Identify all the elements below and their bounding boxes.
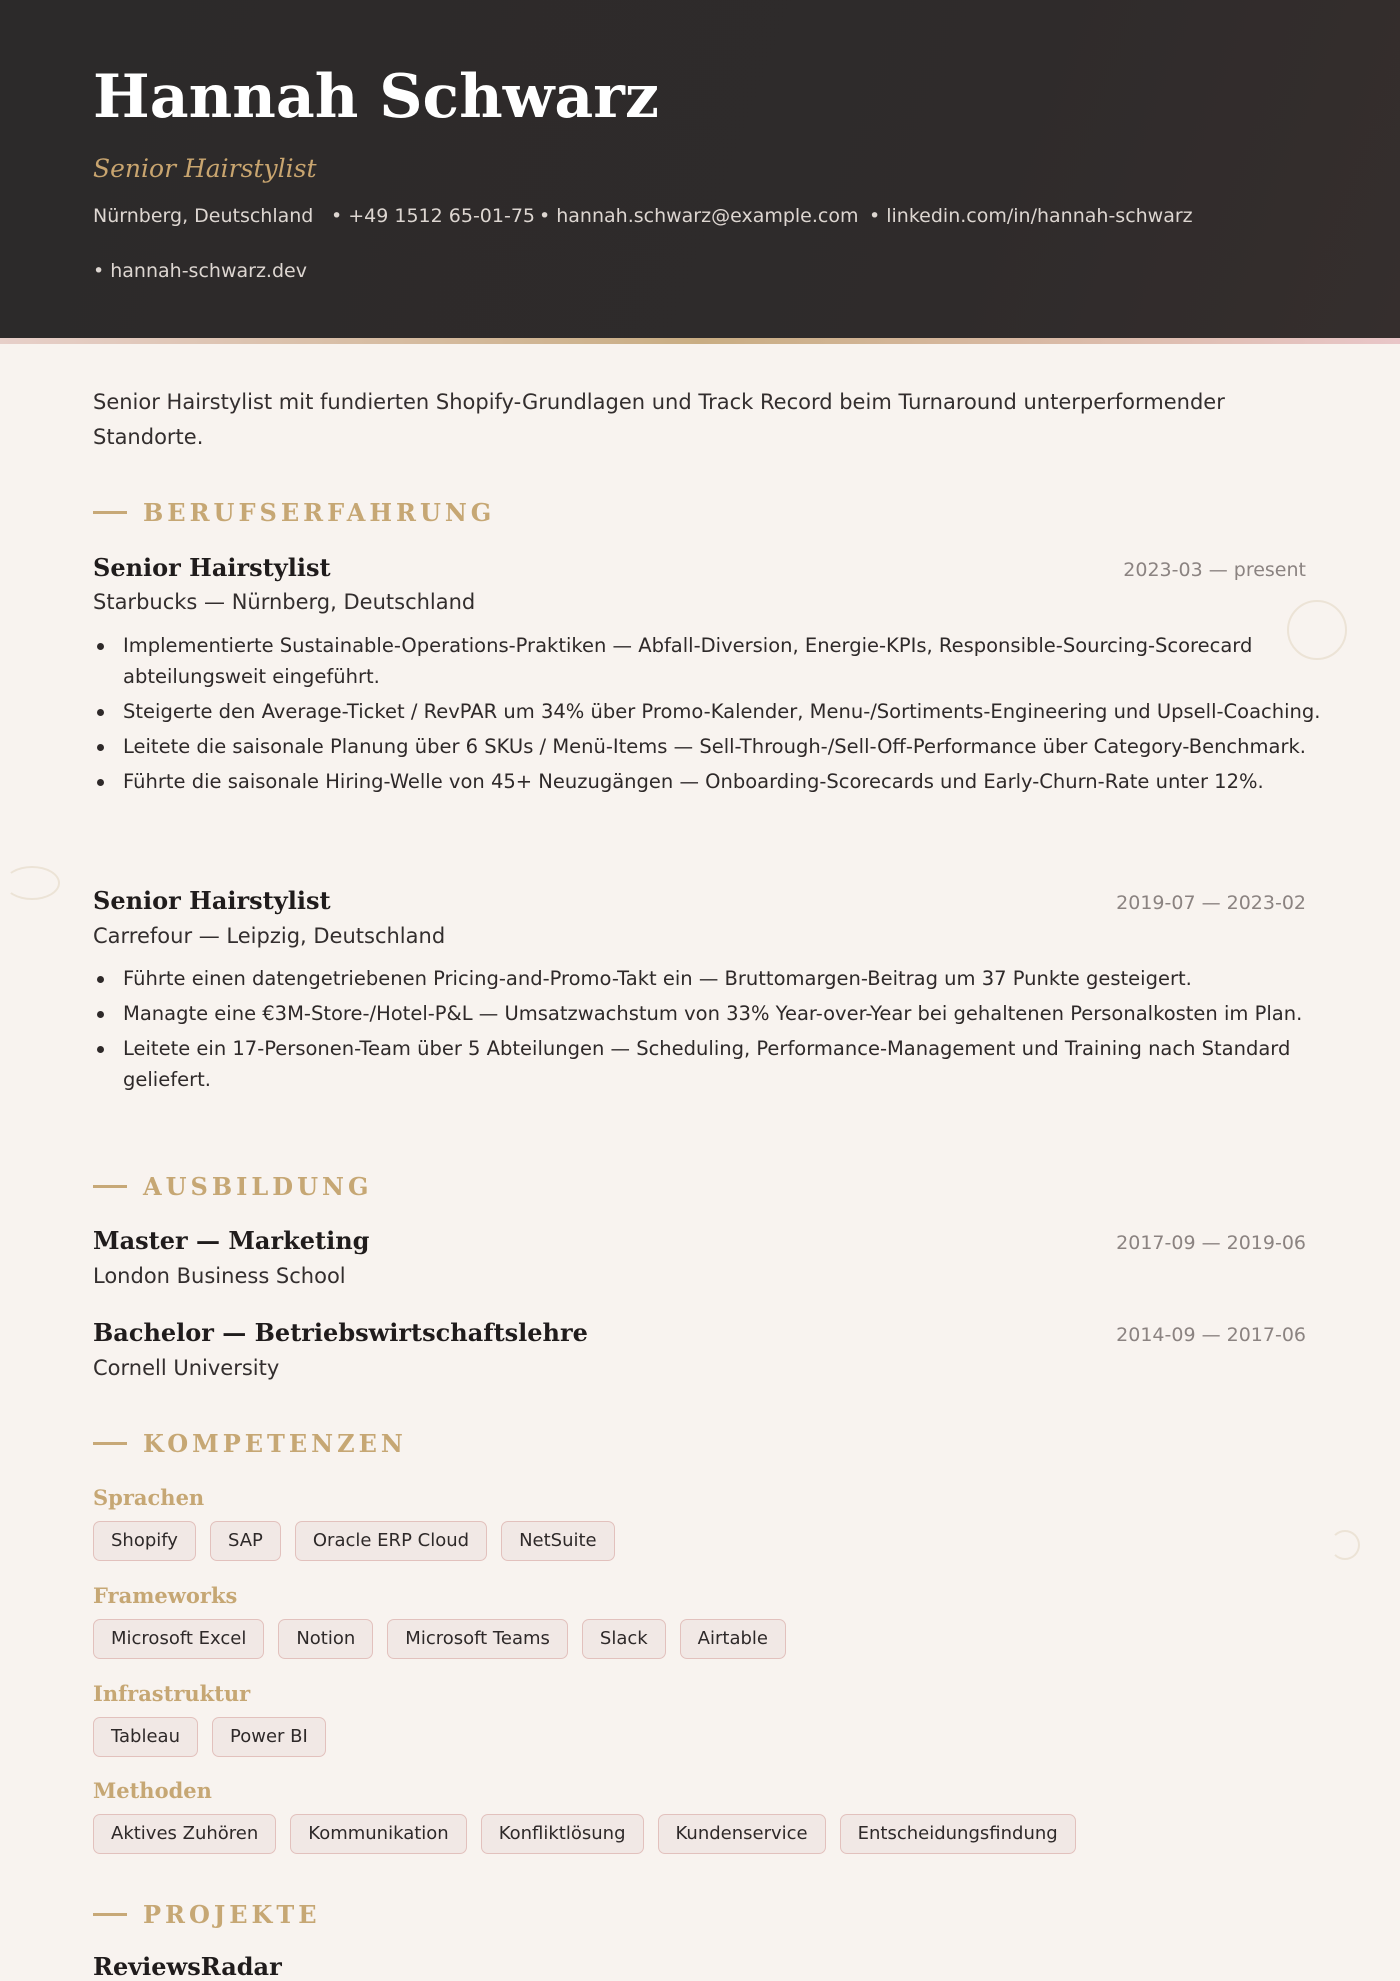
job-bullet: Leitete ein 17-Personen-Team über 5 Abteilungen — Scheduling, Performance-Management und Training nach Standard geliefert. xyxy=(123,1033,1343,1095)
school-name: London Business School xyxy=(93,1264,346,1288)
skill-chip: Kommunikation xyxy=(290,1814,466,1854)
project-title: ReviewsRadar xyxy=(93,1952,282,1981)
skill-chip: NetSuite xyxy=(501,1521,615,1561)
job-bullet: Steigerte den Average-Ticket / RevPAR um 34% über Promo-Kalender, Menu-/Sortiments-Engineering und Upsell-Coaching. xyxy=(123,696,1343,727)
skill-chip-list xyxy=(93,1521,615,1561)
skill-chip-list xyxy=(93,1717,326,1757)
job-bullet: Managte eine €3M-Store-/Hotel-P&L — Umsatzwachstum von 33% Year-over-Year bei gehaltenen Personalkosten im Plan. xyxy=(123,998,1343,1029)
job-organization: Starbucks — Nürnberg, Deutschland xyxy=(93,590,476,614)
job-title: Senior Hairstylist xyxy=(93,886,331,915)
contact-email[interactable]: • hannah.schwarz@example.com xyxy=(539,205,859,227)
section-education-heading xyxy=(93,1172,372,1201)
skill-chip: Kundenservice xyxy=(658,1814,826,1854)
job-bullet: Führte einen datengetriebenen Pricing-and-Promo-Takt ein — Bruttomargen-Beitrag um 37 Punkte gesteigert. xyxy=(123,963,1343,994)
skill-chip: Slack xyxy=(582,1619,666,1659)
section-title: PROJEKTE xyxy=(143,1900,321,1929)
contact-phone[interactable]: • +49 1512 65-01-75 xyxy=(331,205,536,227)
job-bullet: Leitete die saisonale Planung über 6 SKUs / Menü-Items — Sell-Through-/Sell-Off-Performance über Category-Benchmark. xyxy=(123,731,1343,762)
skill-chip-list xyxy=(93,1619,786,1659)
job-bullet: Führte die saisonale Hiring-Welle von 45+ Neuzugängen — Onboarding-Scorecards und Early-Churn-Rate unter 12%. xyxy=(123,766,1343,797)
decorative-arc xyxy=(1330,1530,1360,1560)
decorative-arc xyxy=(4,866,60,900)
school-name: Cornell University xyxy=(93,1356,280,1380)
section-experience-heading xyxy=(93,498,495,527)
section-skills-heading xyxy=(93,1429,407,1458)
candidate-name: Hannah Schwarz xyxy=(93,62,659,132)
profile-summary: Senior Hairstylist mit fundierten Shopify-Grundlagen und Track Record beim Turnaround unterperformender Standorte. xyxy=(93,390,1225,449)
skill-chip: Microsoft Teams xyxy=(387,1619,568,1659)
section-title: KOMPETENZEN xyxy=(143,1429,407,1458)
section-title: BERUFSERFAHRUNG xyxy=(143,498,496,527)
contact-location: Nürnberg, Deutschland xyxy=(93,205,314,227)
job-bullet-list xyxy=(93,963,1343,1099)
section-dash xyxy=(93,511,127,514)
skill-chip: Shopify xyxy=(93,1521,196,1561)
skill-group-label: Infrastruktur xyxy=(93,1681,251,1706)
skill-chip-list xyxy=(93,1814,1076,1854)
job-bullet: Implementierte Sustainable-Operations-Praktiken — Abfall-Diversion, Energie-KPIs, Responsible-Sourcing-Scorecard abteilungsweit eingeführt. xyxy=(123,630,1343,692)
section-title: AUSBILDUNG xyxy=(143,1172,373,1201)
section-projects-heading xyxy=(93,1900,321,1929)
skill-chip: Aktives Zuhören xyxy=(93,1814,276,1854)
skill-chip: Entscheidungsfindung xyxy=(840,1814,1076,1854)
job-title: Senior Hairstylist xyxy=(93,553,331,582)
job-organization: Carrefour — Leipzig, Deutschland xyxy=(93,924,446,948)
contact-website[interactable]: • hannah-schwarz.dev xyxy=(93,260,307,282)
skill-chip: Airtable xyxy=(680,1619,786,1659)
job-date: 2023-03 — present xyxy=(1123,559,1306,581)
skill-chip: SAP xyxy=(210,1521,281,1561)
section-dash xyxy=(93,1442,127,1445)
skill-chip: Power BI xyxy=(212,1717,326,1757)
degree-title: Bachelor — Betriebswirtschaftslehre xyxy=(93,1318,588,1347)
contact-list xyxy=(93,205,1333,315)
contact-linkedin[interactable]: • linkedin.com/in/hannah-schwarz xyxy=(869,205,1193,227)
skill-group-label: Methoden xyxy=(93,1778,212,1803)
section-dash xyxy=(93,1913,127,1916)
skill-group-label: Frameworks xyxy=(93,1583,238,1608)
header-divider xyxy=(0,338,1400,344)
degree-date: 2014-09 — 2017-06 xyxy=(1116,1324,1306,1346)
skill-chip: Konfliktlösung xyxy=(481,1814,644,1854)
degree-title: Master — Marketing xyxy=(93,1226,370,1255)
degree-date: 2017-09 — 2019-06 xyxy=(1116,1232,1306,1254)
job-bullet-list xyxy=(93,630,1343,801)
skill-chip: Oracle ERP Cloud xyxy=(295,1521,487,1561)
skill-chip: Tableau xyxy=(93,1717,198,1757)
skill-chip: Notion xyxy=(278,1619,373,1659)
job-date: 2019-07 — 2023-02 xyxy=(1116,892,1306,914)
section-dash xyxy=(93,1185,127,1188)
skill-chip: Microsoft Excel xyxy=(93,1619,264,1659)
candidate-role: Senior Hairstylist xyxy=(93,154,317,183)
resume-header xyxy=(0,0,1400,338)
skill-group-label: Sprachen xyxy=(93,1485,205,1510)
